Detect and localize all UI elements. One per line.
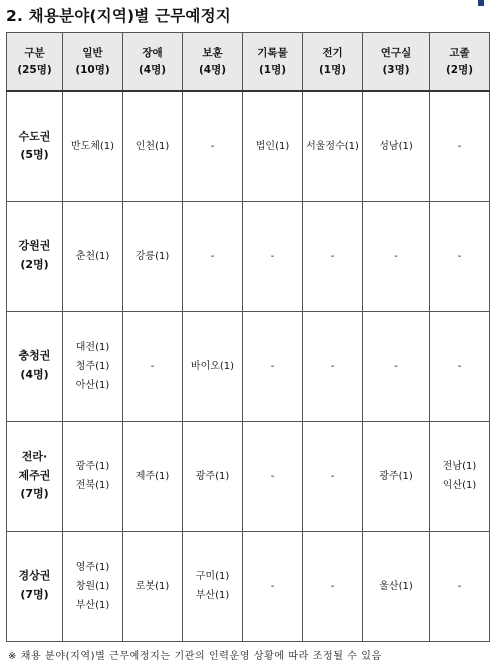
- cell-value: 반도체(1): [70, 140, 115, 152]
- cell-value: -: [210, 140, 215, 152]
- table-cell: [123, 531, 183, 641]
- cell-value: -: [330, 250, 335, 262]
- table-row: [7, 201, 490, 311]
- cell-value: -: [394, 250, 398, 262]
- table-cell: [183, 201, 243, 311]
- column-header-name: 고졸: [449, 46, 470, 59]
- footnote: ※ 채용 분야(지역)별 근무예정지는 기관의 인력운영 상황에 따라 조정될 수 있음: [8, 651, 382, 662]
- table-cell: [63, 531, 123, 641]
- column-header-count: (10명): [75, 63, 110, 76]
- table-cell: [243, 421, 303, 531]
- table-row: [7, 531, 490, 641]
- table-cell: [430, 311, 490, 421]
- table-cell: [430, 531, 490, 641]
- region-label-line: 강원권: [18, 239, 51, 253]
- table-cell: [303, 421, 363, 531]
- column-header-name: 기록물: [257, 46, 288, 59]
- table-cell: [183, 91, 243, 201]
- table-cell: [363, 91, 430, 201]
- region-label-line: 제주권: [18, 468, 51, 482]
- cell-value: 제주(1): [135, 470, 170, 482]
- cell-value: 대전(1): [75, 341, 110, 353]
- column-header-name: 일반: [82, 46, 103, 59]
- region-label-line: 충청권: [18, 349, 51, 363]
- table-cell: [63, 311, 123, 421]
- table-cell: [63, 421, 123, 531]
- cell-value: 강릉(1): [135, 250, 170, 262]
- column-header: [430, 33, 490, 92]
- table-cell: [303, 531, 363, 641]
- column-header-count: (1명): [318, 63, 347, 76]
- column-header-count: (4명): [198, 63, 227, 76]
- cell-value: -: [150, 360, 155, 372]
- table-cell: [430, 421, 490, 531]
- table-cell: [363, 421, 430, 531]
- table-cell: [243, 91, 303, 201]
- table-cell: [363, 201, 430, 311]
- section-heading: 2. 채용분야(지역)별 근무예정지: [6, 7, 231, 25]
- cell-value: 울산(1): [379, 580, 413, 592]
- column-header-name: 구분: [24, 46, 45, 59]
- cell-value: 영주(1): [75, 561, 110, 573]
- workplace-table: [6, 32, 490, 642]
- table-cell: [183, 531, 243, 641]
- cell-value: 익산(1): [442, 480, 477, 491]
- table-cell: [243, 201, 303, 311]
- column-header: [243, 33, 303, 92]
- table-cell: [123, 201, 183, 311]
- column-header-name: 전기: [322, 46, 343, 59]
- column-header-count: (25명): [17, 63, 52, 76]
- region-label-line: (2명): [20, 258, 49, 271]
- cell-value: -: [210, 250, 215, 262]
- region-label: [7, 201, 63, 311]
- table-cell: [430, 91, 490, 201]
- column-header: [363, 33, 430, 92]
- region-label: [7, 421, 63, 531]
- table-cell: [243, 531, 303, 641]
- column-header-count: (4명): [138, 63, 167, 76]
- table-cell: [123, 91, 183, 201]
- region-label: [7, 531, 63, 641]
- region-label-line: 전라·: [21, 449, 48, 463]
- cell-value: -: [270, 250, 275, 262]
- column-header-count: (2명): [445, 63, 474, 76]
- cell-value: -: [457, 250, 462, 262]
- region-label-line: (4명): [20, 368, 49, 381]
- cell-value: 로봇(1): [135, 580, 170, 592]
- cell-value: 광주(1): [75, 461, 110, 472]
- table-cell: [430, 201, 490, 311]
- table-cell: [303, 201, 363, 311]
- table-cell: [123, 421, 183, 531]
- table-cell: [363, 311, 430, 421]
- cell-value: -: [394, 360, 398, 372]
- table-cell: [63, 201, 123, 311]
- column-header-name: 보훈: [202, 46, 223, 59]
- cell-value: 인천(1): [135, 140, 170, 152]
- column-header: [63, 33, 123, 92]
- cell-value: 춘천(1): [75, 250, 110, 262]
- cell-value: 광주(1): [379, 470, 413, 482]
- region-label-line: (7명): [20, 588, 49, 601]
- cell-value: 전남(1): [442, 461, 477, 472]
- cell-value: -: [457, 360, 462, 372]
- region-label: [7, 91, 63, 201]
- cell-value: -: [270, 360, 275, 372]
- cell-value: 성남(1): [379, 140, 413, 152]
- region-label-line: 경상권: [18, 569, 51, 583]
- column-header-name: 연구실: [380, 46, 412, 59]
- region-label-line: 수도권: [18, 129, 51, 143]
- column-header: [303, 33, 363, 92]
- cell-value: 부산(1): [195, 590, 230, 601]
- table-row: [7, 421, 490, 531]
- table-cell: [363, 531, 430, 641]
- cell-value: 창원(1): [75, 580, 110, 592]
- cell-value: 구미(1): [195, 571, 230, 582]
- cell-value: 부산(1): [75, 599, 110, 611]
- table-cell: [183, 421, 243, 531]
- cell-value: 청주(1): [75, 360, 110, 372]
- column-header: [7, 33, 63, 92]
- cell-value: 아산(1): [75, 379, 110, 391]
- cell-value: -: [457, 580, 462, 592]
- cell-value: 서울정수(1): [306, 140, 359, 152]
- table-row: [7, 311, 490, 421]
- region-label-line: (5명): [20, 148, 49, 162]
- cell-value: -: [330, 360, 335, 372]
- table-cell: [243, 311, 303, 421]
- table-cell: [183, 311, 243, 421]
- cell-value: 전북(1): [75, 480, 110, 491]
- table-row: [7, 91, 490, 201]
- cell-value: 바이오(1): [190, 360, 235, 372]
- column-header-count: (3명): [382, 63, 410, 76]
- cell-value: -: [330, 580, 335, 592]
- corner-mark: [478, 0, 484, 6]
- table-cell: [123, 311, 183, 421]
- region-label-line: (7명): [20, 487, 49, 501]
- column-header: [123, 33, 183, 92]
- region-label: [7, 311, 63, 421]
- cell-value: -: [270, 580, 275, 592]
- table-cell: [303, 311, 363, 421]
- table-header-row: [7, 33, 490, 92]
- cell-value: 법인(1): [255, 140, 290, 152]
- table-cell: [303, 91, 363, 201]
- cell-value: 광주(1): [195, 470, 230, 482]
- cell-value: -: [330, 470, 335, 482]
- column-header-count: (1명): [258, 63, 287, 76]
- cell-value: -: [457, 140, 462, 152]
- column-header-name: 장애: [142, 46, 163, 59]
- column-header: [183, 33, 243, 92]
- cell-value: -: [270, 470, 275, 482]
- table-cell: [63, 91, 123, 201]
